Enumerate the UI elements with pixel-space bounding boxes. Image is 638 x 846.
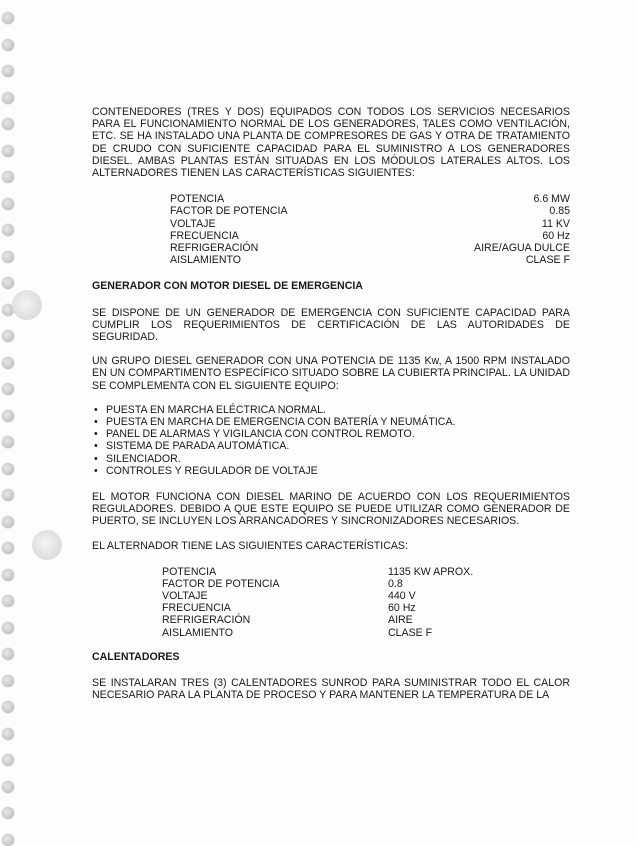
alternator-paragraph: EL ALTERNADOR TIENE LAS SIGUIENTES CARACTERÍSTICAS: — [92, 539, 408, 552]
punch-hole-lower — [32, 530, 62, 560]
binder-hole — [2, 357, 14, 369]
binder-holes — [0, 0, 24, 846]
spec-label: FACTOR DE POTENCIA — [162, 577, 280, 590]
spec-row — [162, 602, 492, 614]
punch-hole-upper — [12, 290, 42, 320]
generator-specs — [170, 193, 570, 266]
spec-label: VOLTAJE — [162, 590, 208, 603]
spec-value: AIRE — [388, 614, 413, 627]
spec-label: FRECUENCIA — [170, 229, 239, 242]
spec-label: AISLAMIENTO — [162, 626, 234, 639]
alternator-specs — [162, 566, 492, 639]
binder-hole — [2, 145, 14, 157]
spec-label: REFRIGERACIÓN — [162, 614, 251, 627]
motor-paragraph: EL MOTOR FUNCIONA CON DIESEL MARINO DE ACUERDO CON LOS REQUERIMIENTOS REGULADORES. DEBIDO A QUE ESTE EQUIPO SE PUEDE UTILIZAR COMO GENERADOR DE PUERTO, SE INCLUYEN LOS ARRANCADORES Y SINCRONIZADORES NECESARIOS. — [92, 490, 570, 528]
spec-value: 6.6 MW — [533, 193, 570, 206]
list-item: • SISTEMA DE PARADA AUTOMÁTICA. — [92, 440, 570, 452]
spec-row — [170, 193, 570, 205]
spec-row — [170, 218, 570, 230]
spec-label: POTENCIA — [162, 565, 217, 578]
binder-hole — [2, 781, 14, 793]
spec-value: 60 Hz — [542, 229, 570, 242]
binder-hole — [2, 198, 14, 210]
spec-label: VOLTAJE — [170, 217, 216, 230]
binder-hole — [2, 807, 14, 819]
binder-hole — [2, 728, 14, 740]
section-heading-emergency: GENERADOR CON MOTOR DIESEL DE EMERGENCIA — [92, 280, 363, 293]
spec-value: 0.85 — [549, 205, 570, 218]
spec-label: POTENCIA — [170, 193, 225, 206]
binder-hole — [2, 463, 14, 475]
intro-paragraph: CONTENEDORES (TRES Y DOS) EQUIPADOS CON TODOS LOS SERVICIOS NECESARIOS PARA EL FUNCIONAMIENTO NORMAL DE LOS GENERADORES, TALES COMO VENTILACIÓN, ETC. SE HA INSTALADO UNA PLANTA DE COMPRESORES DE GAS Y OTRA DE TRATAMIENTO DE CRUDO CON SUFICIENTE CAPACIDAD PARA EL SUMINISTRO A LOS GENERADORES DIESEL. AMBAS PLANTAS ESTÁN SITUADAS EN LOS MÓDULOS LATERALES ALTOS. LOS ALTERNADORES TIENEN LAS CARACTERÍSTICAS SIGUIENTES: — [92, 106, 570, 180]
binder-hole — [2, 489, 14, 501]
spec-value: 0.8 — [388, 577, 403, 590]
spec-row — [162, 614, 492, 626]
binder-hole — [2, 834, 14, 846]
spec-label: FRECUENCIA — [162, 602, 231, 615]
spec-label: FACTOR DE POTENCIA — [170, 205, 288, 218]
spec-value: 11 KV — [541, 217, 570, 230]
document-body — [92, 106, 570, 701]
list-item: • PUESTA EN MARCHA ELÉCTRICA NORMAL. — [92, 404, 570, 416]
spec-value: 440 V — [388, 590, 416, 603]
binder-hole — [2, 754, 14, 766]
spec-value: AIRE/AGUA DULCE — [474, 241, 570, 254]
binder-hole — [2, 648, 14, 660]
spec-row — [162, 590, 492, 602]
spec-label: REFRIGERACIÓN — [170, 241, 259, 254]
binder-hole — [2, 595, 14, 607]
binder-hole — [2, 436, 14, 448]
binder-hole — [2, 516, 14, 528]
spec-row — [170, 254, 570, 266]
spec-row — [162, 578, 492, 590]
list-item: • PANEL DE ALARMAS Y VIGILANCIA CON CONTROL REMOTO. — [92, 428, 570, 440]
list-item: • PUESTA EN MARCHA DE EMERGENCIA CON BATERÍA Y NEUMÁTICA. — [92, 416, 570, 428]
heaters-paragraph: SE INSTALARAN TRES (3) CALENTADORES SUNROD PARA SUMINISTRAR TODO EL CALOR NECESARIO PARA LA PLANTA DE PROCESO Y PARA MANTENER LA TEMPERATURA DE LA — [92, 677, 570, 702]
binder-hole — [2, 542, 14, 554]
binder-hole — [2, 675, 14, 687]
emergency-paragraph-2: UN GRUPO DIESEL GENERADOR CON UNA POTENCIA DE 1135 Kw, A 1500 RPM INSTALADO EN UN COMPARTIMENTO ESPECÍFICO SITUADO SOBRE LA CUBIERTA PRINCIPAL. LA UNIDAD SE COMPLEMENTA CON EL SIGUIENTE EQUIPO: — [92, 355, 570, 392]
binder-hole — [2, 12, 14, 24]
list-item: • SILENCIADOR. — [92, 453, 570, 465]
binder-hole — [2, 118, 14, 130]
binder-hole — [2, 251, 14, 263]
equipment-list — [92, 404, 570, 477]
spec-value: 60 Hz — [388, 602, 416, 615]
binder-hole — [2, 410, 14, 422]
binder-hole — [2, 224, 14, 236]
spec-row — [170, 242, 570, 254]
section-heading-heaters: CALENTADORES — [92, 650, 180, 663]
spec-label: AISLAMIENTO — [170, 254, 242, 267]
binder-hole — [2, 383, 14, 395]
spec-row — [170, 230, 570, 242]
binder-hole — [2, 39, 14, 51]
spec-row — [170, 205, 570, 217]
list-item: • CONTROLES Y REGULADOR DE VOLTAJE — [92, 465, 570, 477]
spec-value: CLASE F — [388, 626, 433, 639]
spec-row — [162, 627, 492, 639]
spec-value: CLASE F — [525, 254, 570, 267]
binder-hole — [2, 330, 14, 342]
binder-hole — [2, 622, 14, 634]
spec-value: 1135 KW APROX. — [388, 565, 474, 578]
binder-hole — [2, 569, 14, 581]
binder-hole — [2, 171, 14, 183]
binder-hole — [2, 92, 14, 104]
emergency-paragraph-1: SE DISPONE DE UN GENERADOR DE EMERGENCIA CON SUFICIENTE CAPACIDAD PARA CUMPLIR LOS REQUERIMIENTOS DE CERTIFICACIÓN DE LAS AUTORIDADES DE SEGURIDAD. — [92, 306, 570, 343]
binder-hole — [2, 701, 14, 713]
binder-hole — [2, 65, 14, 77]
binder-hole — [2, 277, 14, 289]
spec-row — [162, 566, 492, 578]
